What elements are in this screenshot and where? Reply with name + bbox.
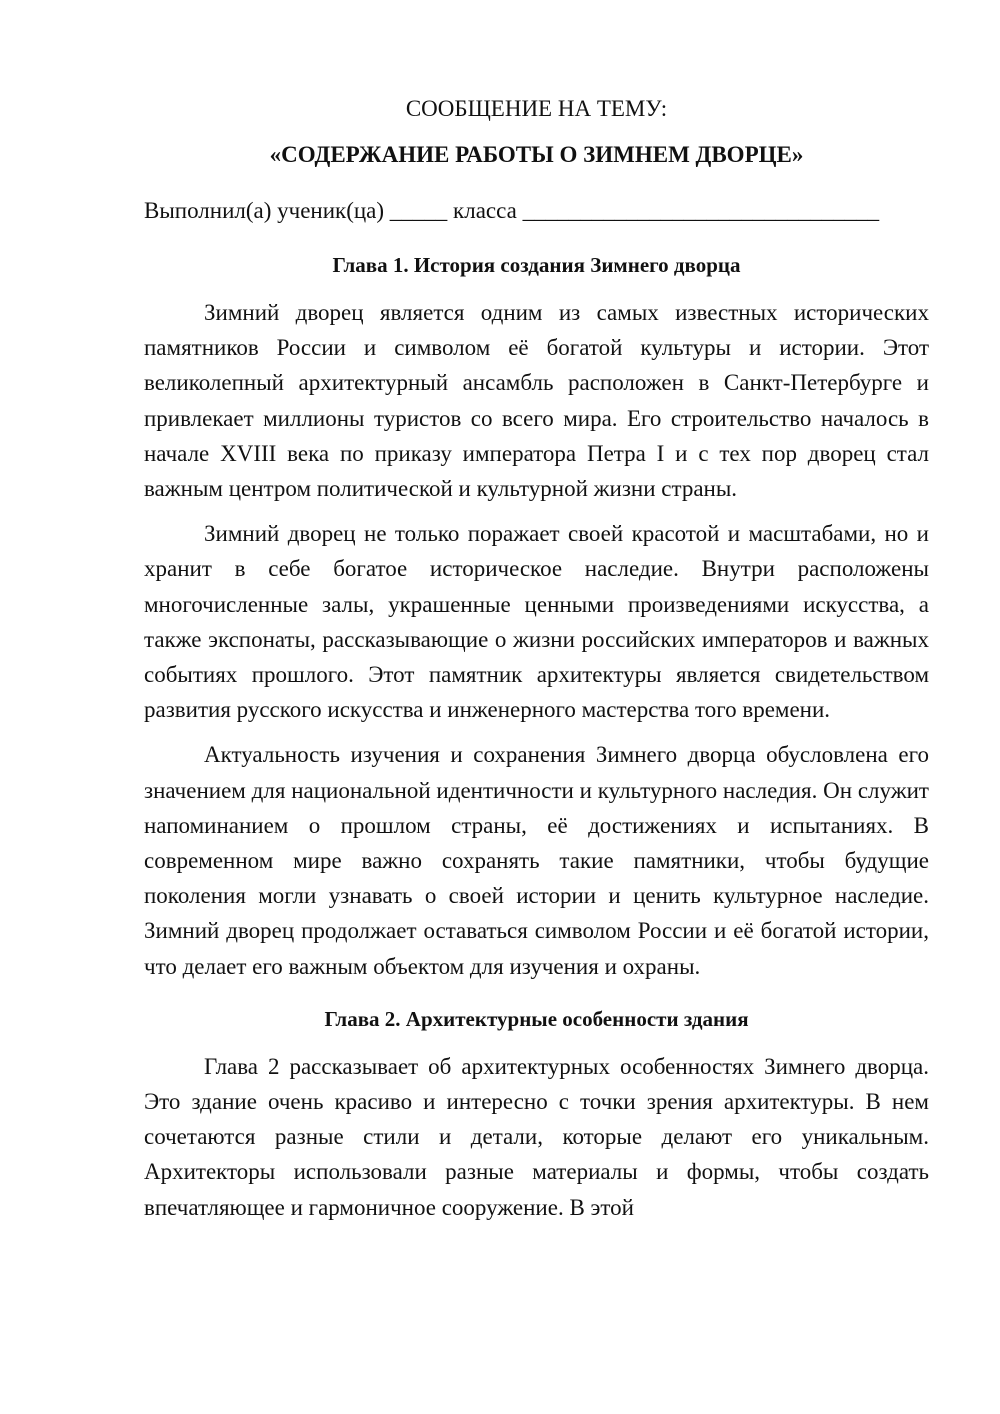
- chapter-1-paragraph-1: Зимний дворец является одним из самых известных исторических памятников России и символом её богатой культуры и истории. Этот великолепный архитектурный ансамбль расположен в Санкт-Петербурге и привлекает миллионы туристов со всего мира. Его строительство началось в начале XVIII века по приказу императора Петра I и с тех пор дворец стал важным центром политической и культурной жизни страны.: [144, 300, 929, 502]
- document-page: [144, 92, 929, 1225]
- document-title-line1: СООБЩЕНИЕ НА ТЕМУ:: [405, 96, 668, 121]
- chapter-1-paragraph-3: Актуальность изучения и сохранения Зимнего дворца обусловлена его значением для национальной идентичности и культурного наследия. Он служит напоминанием о прошлом страны, её достижениях и испытаниях. В современном мире важно сохранять такие памятники, чтобы будущие поколения могли узнавать о своей истории и ценить культурное наследие. Зимний дворец продолжает оставаться символом России и её богатой истории, что делает его важным объектом для изучения и охраны.: [144, 742, 929, 979]
- chapter-2-paragraph-1: Глава 2 рассказывает об архитектурных особенностях Зимнего дворца. Это здание очень красиво и интересно с точки зрения архитектуры. В нем сочетаются разные стили и детали, которые делают его уникальным. Архитекторы использовали разные материалы и формы, чтобы создать впечатляющее и гармоничное сооружение. В этой: [144, 1053, 929, 1220]
- chapter-2-heading: Глава 2. Архитектурные особенности здания: [324, 1006, 749, 1031]
- document-title-line2: «СОДЕРЖАНИЕ РАБОТЫ О ЗИМНЕМ ДВОРЦЕ»: [269, 142, 804, 167]
- chapter-1-paragraph-2: Зимний дворец не только поражает своей красотой и масштабами, но и хранит в себе богатое историческое наследие. Внутри расположены многочисленные залы, украшенные ценными произведениями искусства, а также экспонаты, рассказывающие о жизни российских императоров и важных событиях прошлого. Этот памятник архитектуры является свидетельством развития русского искусства и инженерного мастерства того времени.: [144, 521, 929, 723]
- chapter-1-heading: Глава 1. История создания Зимнего дворца: [332, 253, 741, 277]
- author-line: Выполнил(а) ученик(ца) _____ класса _______________________________: [144, 198, 880, 223]
